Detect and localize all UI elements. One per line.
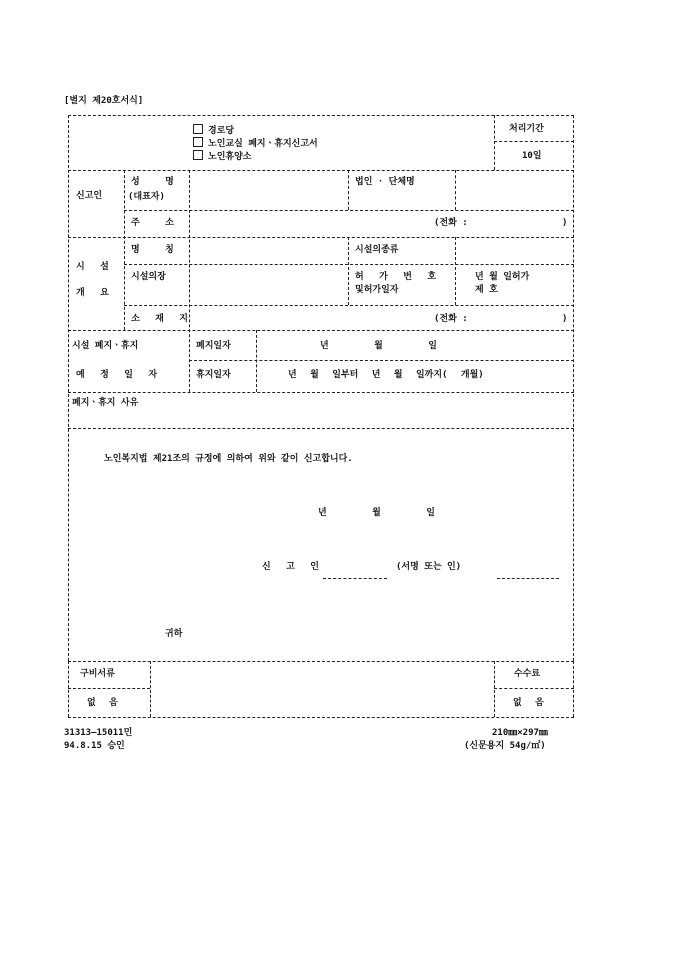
documents-label: 구비서류 [80,669,115,679]
paper-type: (신문용지 54g/㎡) [464,741,546,751]
address-phone-close: ) [562,218,568,228]
approval-date: 94.8.15 승인 [64,741,125,751]
permit-number-label: 허 가 번 호 [355,272,442,282]
closure-date-label: 폐지일자 [196,341,231,351]
reason-label: 폐지ㆍ휴지 사유 [72,398,139,408]
suspension-date-label: 휴지일자 [196,370,231,380]
checkbox-icon [193,150,203,160]
form-type-3: 노인휴양소 [193,150,251,163]
form-label: [별지 제20호서식] [64,96,144,106]
processing-label: 처리기간 [509,124,544,134]
permit-date-value: 년 월 일허가 [475,272,530,282]
location-label: 소 재 지 [131,314,193,324]
address-phone-label: (전화 : [434,218,468,228]
fee-label: 수수료 [514,669,541,679]
facility-name-label: 명 칭 [131,245,184,255]
schedule-label-2: 예 정 일 자 [76,370,163,380]
reporter-section-label: 신고인 [76,191,103,201]
documents-value: 없 음 [87,698,118,708]
facility-head-label: 시설의장 [131,272,166,282]
schedule-label-1: 시설 폐지ㆍ휴지 [72,341,139,351]
frame-right [573,115,574,661]
processing-value: 10일 [522,151,542,161]
representative-label: (대표자) [128,192,165,202]
frame-top [68,115,574,116]
form-code: 31313―15011민 [64,728,133,738]
facility-section-label-2: 개 요 [76,288,114,298]
suspension-date-value: 년 월 일부터 년 월 일까지( 개월) [288,370,484,380]
corporation-label: 법인 · 단체명 [355,177,415,187]
declaration-text: 노인복지법 제21조의 규정에 의하여 위와 같이 신고합니다. [104,454,353,464]
addressee-label: 귀하 [165,629,183,639]
permit-date-label: 및허가일자 [355,285,399,295]
signer-name-line [323,578,387,579]
checkbox-icon [193,137,203,147]
checkbox-icon [193,124,203,134]
frame-bottom [68,717,574,718]
location-phone-close: ) [562,314,568,324]
closure-date-value: 년 월 일 [320,341,437,351]
location-phone-label: (전화 : [434,314,468,324]
paper-size: 210㎜×297㎜ [492,728,548,738]
permit-number-value: 제 호 [475,285,498,295]
fee-value: 없 음 [513,698,544,708]
signature-line [497,578,559,579]
address-label: 주 소 [131,218,184,228]
facility-type-label: 시설의종류 [355,245,399,255]
form-type-2: 노인교실 폐지ㆍ휴지신고서 [193,137,318,150]
facility-section-label-1: 시 설 [76,262,114,272]
declaration-date: 년 월 일 [318,508,435,518]
name-label: 성 명 [131,177,184,187]
form-type-1: 경로당 [193,124,234,137]
signer-label: 신 고 인 [262,562,324,572]
frame-left [68,115,69,661]
signature-label: (서명 또는 인) [396,562,462,572]
